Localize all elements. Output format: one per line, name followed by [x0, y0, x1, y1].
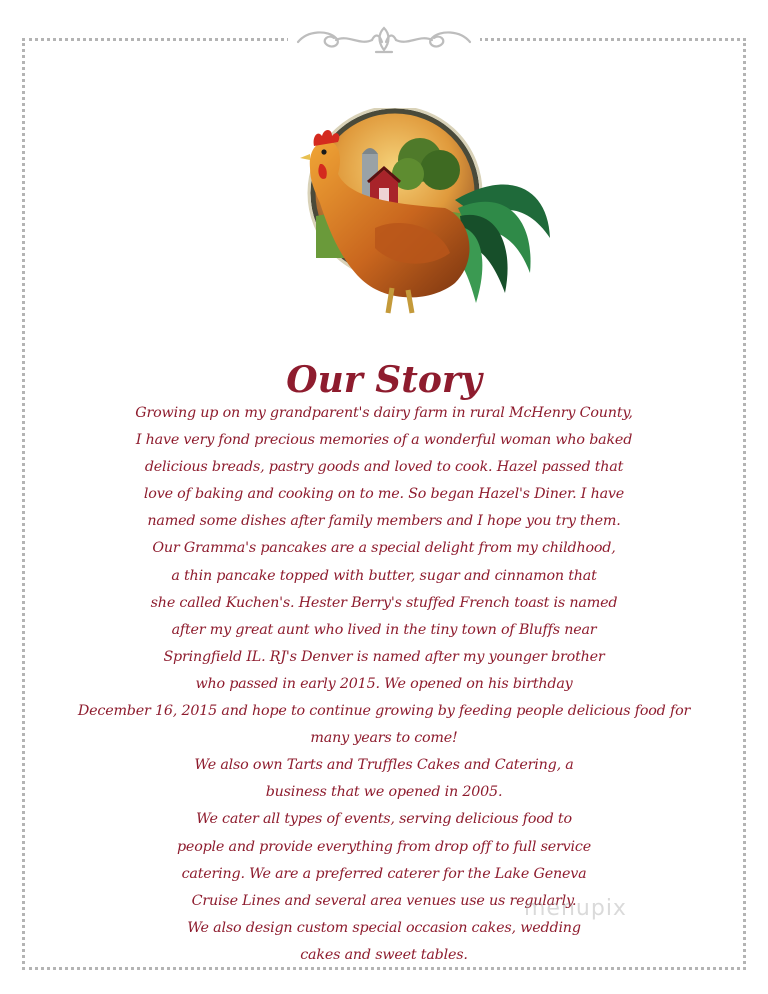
story-line: Growing up on my grandparent's dairy farm in rural McHenry County, [135, 405, 633, 421]
story-line: catering. We are a preferred caterer for the Lake Geneva [181, 865, 587, 882]
story-line: after my great aunt who lived in the tiny town of Bluffs near [171, 621, 597, 638]
watermark: menupix [524, 896, 627, 921]
story-line: many years to come! [310, 730, 458, 747]
story-line: she called Kuchen's. Hester Berry's stuffed French toast is named [150, 594, 618, 611]
story-line: We also design custom special occasion cakes, wedding [187, 919, 581, 936]
story-line: Springfield IL. RJ's Denver is named after my younger brother [163, 648, 605, 665]
page-title: Our Story [286, 359, 482, 401]
story-line: love of baking and cooking on to me. So began Hazel's Diner. I have [143, 486, 625, 503]
story-line: cakes and sweet tables. [300, 946, 468, 963]
story-paragraph [0, 400, 768, 969]
story-line: people and provide everything from drop off to full service [176, 838, 591, 855]
story-line: Cruise Lines and several area venues use us regularly. [191, 892, 577, 909]
story-line: a thin pancake topped with butter, sugar and cinnamon that [171, 567, 597, 584]
story-line: We cater all types of events, serving delicious food to [196, 811, 572, 828]
story-line: delicious breads, pastry goods and loved to cook. Hazel passed that [144, 459, 624, 476]
rooster-barn-icon [280, 108, 560, 318]
story-line: named some dishes after family members and I hope you try them. [147, 513, 621, 530]
story-line: December 16, 2015 and hope to continue growing by feeding people delicious food for [77, 703, 691, 720]
story-line: Our Gramma's pancakes are a special delight from my childhood, [152, 540, 616, 557]
scroll-flourish-icon [288, 22, 480, 58]
story-line: I have very fond precious memories of a wonderful woman who baked [135, 432, 633, 449]
story-line: business that we opened in 2005. [265, 784, 503, 801]
story-line: who passed in early 2015. We opened on his birthday [195, 675, 573, 692]
story-line: We also own Tarts and Truffles Cakes and Catering, a [194, 757, 574, 774]
